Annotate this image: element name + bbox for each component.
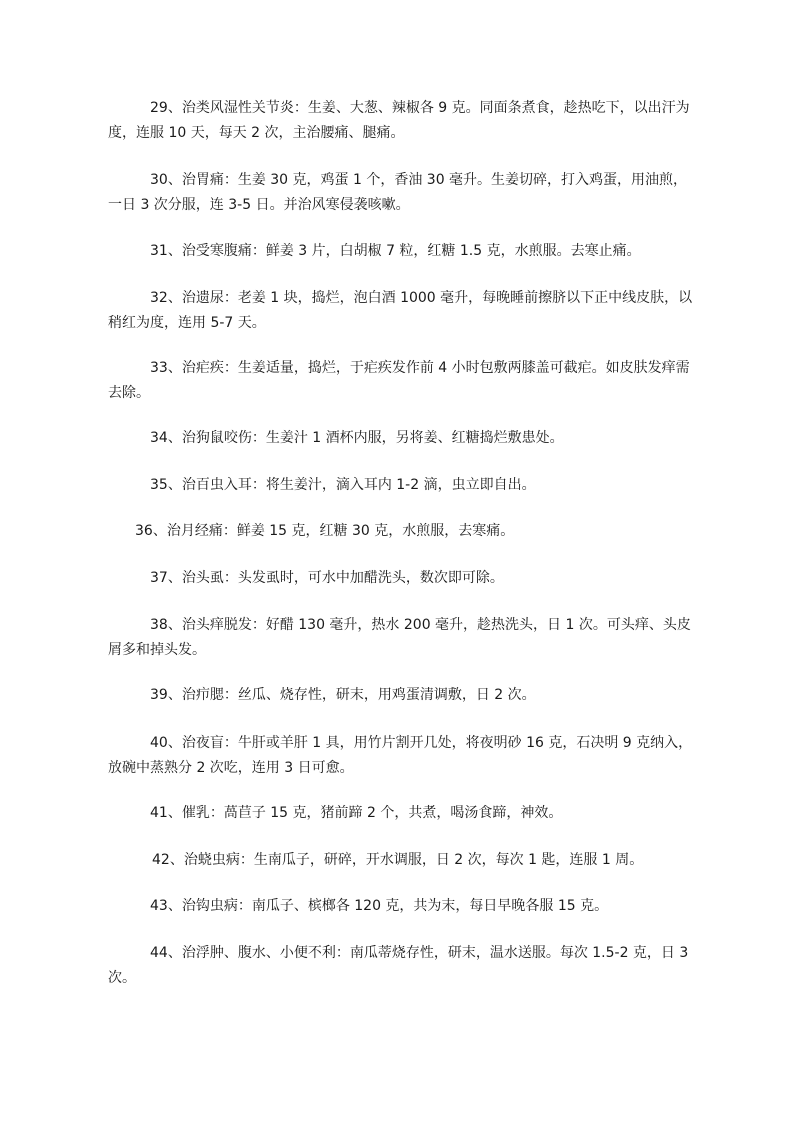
paragraph-31: 31、治受寒腹痛：鲜姜 3 片，白胡椒 7 粒，红糖 1.5 克，水煎服。去寒止痛。 [150,243,641,259]
paragraph-34: 34、治狗鼠咬伤：生姜汁 1 酒杯内服，另将姜、红糖捣烂敷患处。 [150,430,564,446]
paragraph-38: 38、治头痒脱发：好醋 130 毫升，热水 200 毫升，趁热洗头，日 1 次。可头痒、头皮屑多和掉头发。 [108,617,691,658]
paragraph-30: 30、治胃痛：生姜 30 克，鸡蛋 1 个，香油 30 毫升。生姜切碎，打入鸡蛋，用油煎，一日 3 次分服，连 3-5 日。并治风寒侵袭咳嗽。 [108,172,688,213]
paragraph-39: 39、治疖腮：丝瓜、烧存性，研末，用鸡蛋清调敷，日 2 次。 [150,687,536,703]
paragraph-36: 36、治月经痛：鲜姜 15 克，红糖 30 克，水煎服，去寒痛。 [135,523,515,539]
paragraph-29: 29、治类风湿性关节炎：生姜、大葱、辣椒各 9 克。同面条煮食，趁热吃下，以出汗为度，连服 10 天，每天 2 次，主治腰痛、腿痛。 [108,100,690,141]
paragraph-43: 43、治钩虫病：南瓜子、槟榔各 120 克，共为末，每日早晚各服 15 克。 [150,898,609,914]
paragraph-32: 32、治遗尿：老姜 1 块，捣烂，泡白酒 1000 毫升，每晚睡前擦脐以下正中线皮肤，以稍红为度，连用 5-7 天。 [108,290,693,331]
paragraph-35: 35、治百虫入耳：将生姜汁，滴入耳内 1-2 滴，虫立即自出。 [150,477,536,493]
paragraph-44: 44、治浮肿、腹水、小便不利：南瓜蒂烧存性，研末，温水送服。每次 1.5-2 克，日 3 次。 [108,945,689,986]
paragraph-33: 33、治疟疾：生姜适量，捣烂，于疟疾发作前 4 小时包敷两膝盖可截疟。如皮肤发痒需去除。 [108,360,690,401]
paragraph-41: 41、催乳：萵苣子 15 克，猪前蹄 2 个，共煮，喝汤食蹄，神效。 [150,805,563,821]
paragraph-42: 42、治蛲虫病：生南瓜子，研碎，开水调服，日 2 次，每次 1 匙，连服 1 周。 [152,852,644,868]
paragraph-40: 40、治夜盲：牛肝或羊肝 1 具，用竹片割开几处，将夜明砂 16 克，石决明 9 克纳入，放碗中蒸熟分 2 次吃，连用 3 日可愈。 [108,735,693,776]
paragraph-37: 37、治头虱：头发虱时，可水中加醋洗头，数次即可除。 [150,570,504,586]
